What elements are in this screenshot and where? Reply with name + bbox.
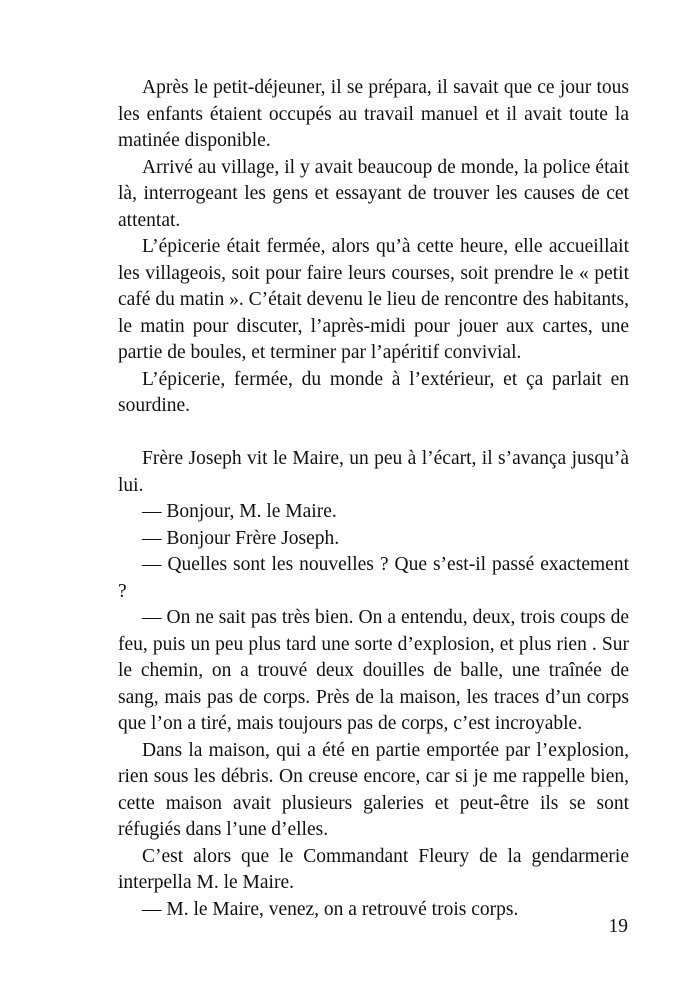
dialogue-line: — Bonjour, M. le Maire.: [142, 501, 337, 522]
paragraph: Arrivé au village, il y avait beaucoup de monde, la police était là, interrogeant les gens et essayant de trouver les causes de cet attentat.: [118, 156, 629, 231]
paragraph: C’est alors que le Commandant Fleury de la gendarmerie interpella M. le Maire.: [118, 845, 629, 893]
dialogue-line: — Quelles sont les nouvelles ? Que s’est-il passé exactement ?: [118, 554, 629, 602]
dialogue-line: — Bonjour Frère Joseph.: [142, 527, 340, 549]
paragraph: Frère Joseph vit le Maire, un peu à l’écart, il s’avança jusqu’à lui.: [118, 448, 629, 496]
paragraph: L’épicerie était fermée, alors qu’à cette heure, elle accueillait les villageois, soit pour faire leurs courses, soit prendre le « petit café du matin ». C’était devenu le lieu de rencontre des habitants, le matin pour discuter, l’après-midi pour jouer aux cartes, une partie de boules, et terminer par l’apéritif convivial.: [118, 236, 629, 363]
dialogue-line: — M. le Maire, venez, on a retrouvé trois corps.: [142, 898, 519, 920]
dialogue-line: — On ne sait pas très bien. On a entendu, deux, trois coups de feu, puis un peu plus tard une sorte d’explosion, et plus rien . Sur le chemin, on a trouvé deux douilles de balle, une traînée de sang, mais pas de corps. Près de la maison, les traces d’un corps que l’on a tiré, mais toujours pas de corps, c’est incroyable.: [118, 607, 629, 734]
paragraph: L’épicerie, fermée, du monde à l’extérieur, et ça parlait en sourdine.: [118, 368, 629, 416]
body-text: [118, 75, 629, 923]
page-number: 19: [608, 916, 628, 937]
paragraph: Dans la maison, qui a été en partie emportée par l’explosion, rien sous les débris. On creuse encore, car si je me rappelle bien, cette maison avait plusieurs galeries et peut-être ils se sont réfugiés dans l’une d’elles.: [118, 739, 629, 840]
paragraph: Après le petit-déjeuner, il se prépara, il savait que ce jour tous les enfants étaient occupés au travail manuel et il avait toute la matinée disponible.: [118, 77, 629, 151]
